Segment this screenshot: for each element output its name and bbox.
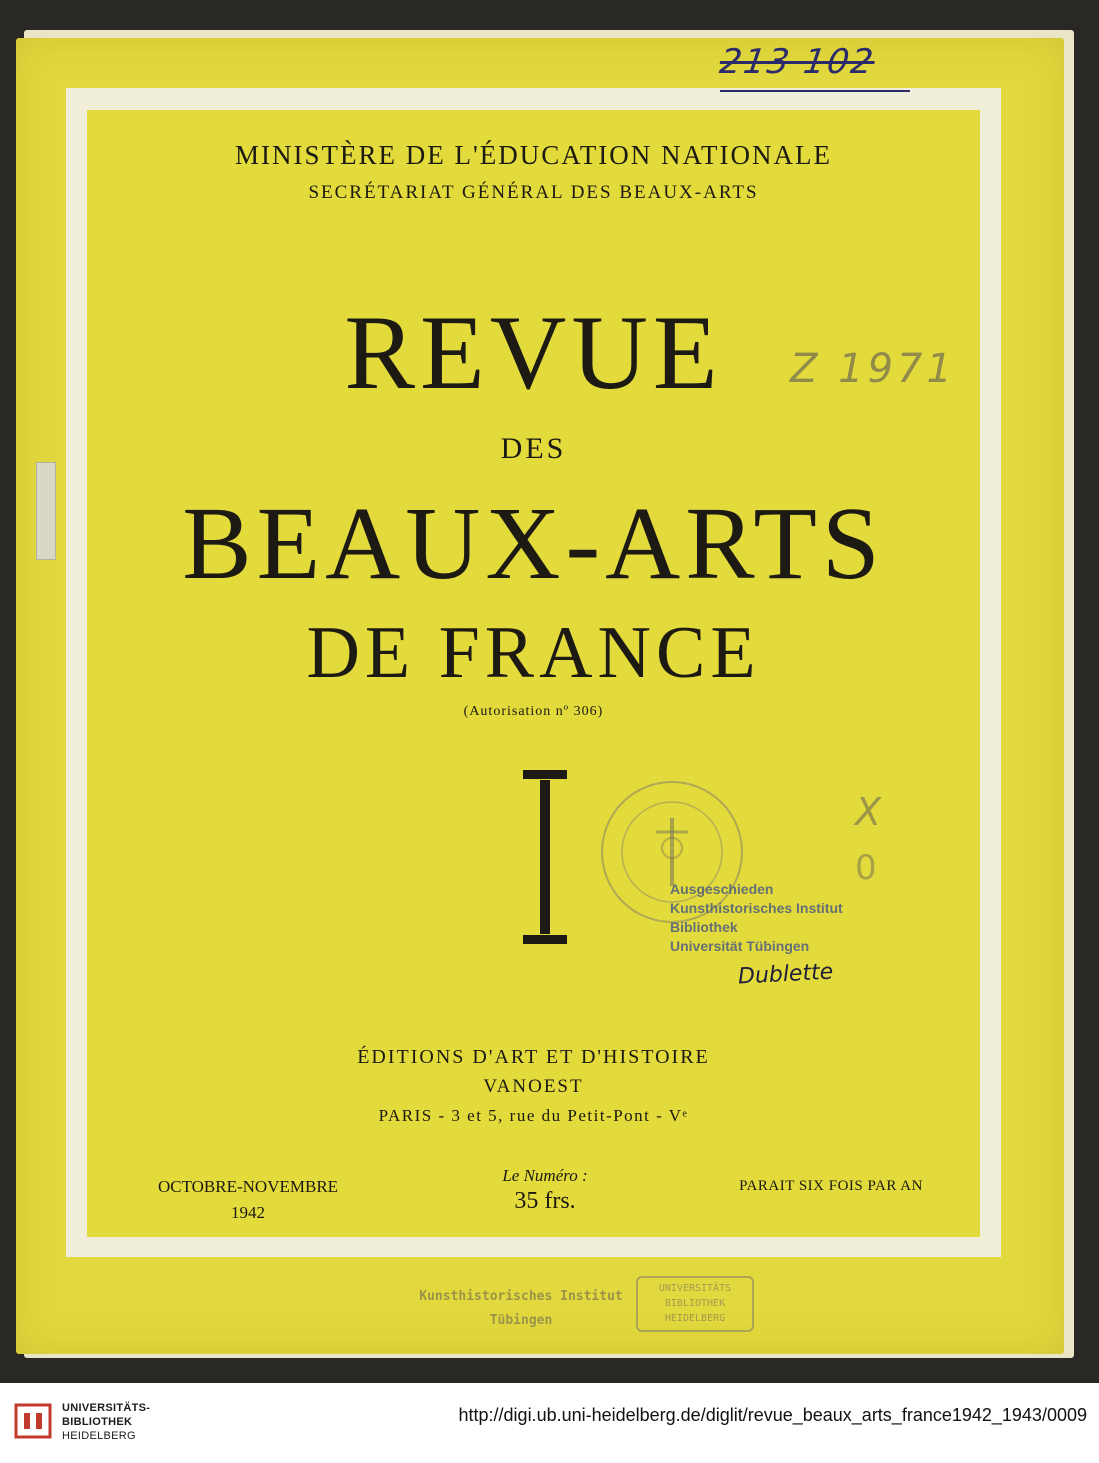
spine-tab [36, 462, 56, 560]
bottom-stamp-right [636, 1276, 754, 1332]
logo-text: UNIVERSITÄTS- [62, 1402, 151, 1414]
title-revue: REVUE [344, 294, 723, 411]
handwritten-note: Dublette [737, 959, 834, 990]
handwritten-shelfmark: 213 102 [717, 42, 878, 82]
stamp-line: Kunsthistorisches Institut [670, 900, 843, 916]
price-value: 35 frs. [514, 1188, 576, 1214]
issue-date [130, 1174, 366, 1226]
stamp-line: Tübingen [489, 1313, 553, 1328]
stamp-line: BIBLIOTHEK [664, 1298, 726, 1309]
title-beaux-arts: BEAUX-ARTS [182, 486, 885, 601]
numeral-serif-bottom [523, 935, 567, 944]
source-url-link[interactable]: http://digi.ub.uni-heidelberg.de/diglit/revue_beaux_arts_france1942_1943/0009 [458, 1405, 1087, 1425]
numeral-stem [540, 780, 550, 934]
stamp-line: UNIVERSITÄTS [658, 1283, 732, 1294]
secretariat-line: SECRÉTARIAT GÉNÉRAL DES BEAUX-ARTS [308, 182, 759, 203]
issue-price [470, 1166, 620, 1215]
pencil-mark: Z 1971 [790, 346, 956, 392]
authorisation-note: (Autorisation nº 306) [463, 704, 604, 719]
stamp-line: Kunsthistorisches Institut [419, 1289, 623, 1304]
logo-text: BIBLIOTHEK [62, 1416, 133, 1428]
pencil-mark-o: 0 [855, 848, 877, 888]
shelfmark-underline [720, 90, 910, 92]
stamp-line: Bibliothek [670, 919, 738, 935]
price-label: Le Numéro : [502, 1166, 588, 1185]
stamp-line: HEIDELBERG [664, 1313, 726, 1324]
stamp-line: Ausgeschieden [670, 881, 774, 897]
issue-year: 1942 [231, 1203, 265, 1222]
withdrawn-stamp [670, 880, 843, 956]
ministry-line: MINISTÈRE DE L'ÉDUCATION NATIONALE [234, 140, 833, 170]
bottom-stamp-left [418, 1285, 624, 1333]
title-de-france: DE FRANCE [306, 612, 761, 694]
pencil-mark-x: X [855, 790, 882, 834]
publisher-address: PARIS - 3 et 5, rue du Petit-Pont - Vᵉ [378, 1106, 689, 1125]
publisher-name: VANOEST [483, 1076, 584, 1097]
footer-bar [0, 1383, 1099, 1463]
publication-frequency: PARAIT SIX FOIS PAR AN [739, 1178, 923, 1194]
publisher-line: ÉDITIONS D'ART ET D'HISTOIRE [357, 1046, 710, 1068]
stamp-line: Universität Tübingen [670, 938, 810, 954]
issue-months: OCTOBRE-NOVEMBRE [157, 1177, 339, 1196]
issue-numeral [523, 770, 567, 944]
university-logo-icon[interactable] [14, 1401, 52, 1441]
title-des: DES [500, 432, 567, 465]
numeral-serif-top [523, 770, 567, 779]
logo-text: HEIDELBERG [62, 1430, 136, 1442]
